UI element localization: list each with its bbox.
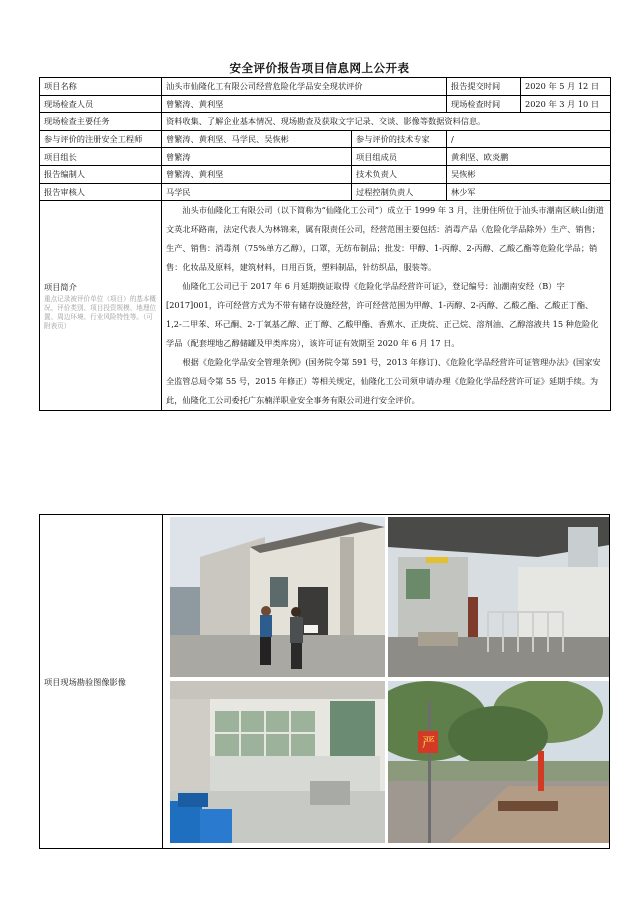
members-label: 项目组成员 [352, 148, 447, 166]
tech-lead-value: 吴恢彬 [447, 165, 611, 183]
experts-label: 参与评价的技术专家 [352, 130, 447, 148]
intro-content [162, 201, 611, 411]
site-photo-yard [388, 681, 609, 843]
process-lead-label: 过程控制负责人 [352, 183, 447, 201]
table-row [40, 148, 611, 166]
reviewer-value: 马学民 [162, 183, 352, 201]
table-row [40, 95, 611, 113]
site-photo-canopy [388, 517, 609, 677]
author-value: 曾繁涛、黄利坚 [162, 165, 352, 183]
intro-label-cell [40, 201, 162, 411]
tasks-value: 资料收集、了解企业基本情况、现场勘查及获取文字记录、交谈、影像等数据资料信息。 [162, 113, 611, 131]
project-name-label: 项目名称 [40, 78, 162, 96]
experts-value: / [447, 130, 611, 148]
author-label: 报告编制人 [40, 165, 162, 183]
submit-time-label: 报告提交时间 [447, 78, 521, 96]
leader-label: 项目组长 [40, 148, 162, 166]
table-row [40, 201, 611, 411]
table-row [40, 78, 611, 96]
inspectors-value: 曾繁涛、黄利坚 [162, 95, 447, 113]
intro-paragraph: 根据《危险化学品安全管理条例》(国务院令第 591 号，2013 年修订)、《危险化学品经营许可证管理办法》(国家安全监管总局令第 55 号，2015 年修正）等相关规定，仙隆化工公司须申请办理《危险化学品经营许可证》延期手续。为此，仙隆化工公司委托广东楠洋职业安全事务有限公司进行安全评价。 [166, 357, 601, 406]
intro-paragraph: 汕头市仙隆化工有限公司（以下简称为“仙隆化工公司”）成立于 1999 年 3 月，注册住所位于汕头市潮南区峡山街道文英北环路南，法定代表人为林锦来，属有限责任公司，经营范围主要包括：消毒产品（危险化学品除外）生产、销售；生产、销售：消毒剂（75%单方乙醇），口罩，无纺布制品；批发：甲醇、1-丙醇、2-丙醇、乙酸乙酯等危险化学品；销售：化妆品及原料，建筑材料，日用百货，塑料制品，针纺织品，服装等。 [166, 205, 604, 273]
page-title: 安全评价报告项目信息网上公开表 [229, 61, 410, 75]
site-photo-interior [170, 681, 385, 843]
submit-time-value: 2020 年 5 月 12 日 [521, 78, 611, 96]
members-value: 黄利坚、欧炎鹏 [447, 148, 611, 166]
site-photo-warehouse [170, 517, 385, 677]
tech-lead-label: 技术负责人 [352, 165, 447, 183]
inspect-time-label: 现场检查时间 [447, 95, 521, 113]
divider [162, 515, 163, 848]
photo-section-label: 项目现场勘验图像影像 [44, 677, 126, 687]
table-row [40, 130, 611, 148]
inspectors-label: 现场检查人员 [40, 95, 162, 113]
engineers-label: 参与评价的注册安全工程师 [40, 130, 162, 148]
engineers-value: 曾繁涛、黄利坚、马学民、吴恢彬 [162, 130, 352, 148]
info-table [39, 77, 611, 411]
inspect-time-value: 2020 年 3 月 10 日 [521, 95, 611, 113]
table-row [40, 113, 611, 131]
intro-label: 项目简介 [44, 281, 77, 292]
process-lead-value: 林少军 [447, 183, 611, 201]
reviewer-label: 报告审核人 [40, 183, 162, 201]
photo-section [39, 514, 610, 849]
table-row [40, 183, 611, 201]
warning-sign-text: 严 [422, 736, 436, 751]
tasks-label: 现场检查主要任务 [40, 113, 162, 131]
intro-hint: 重点记录被评价单位（项目）的基本概况、评价类别、项目投资规模、地理位置、周边环境、行业风险特性等。（可附表页） [44, 294, 157, 330]
project-name-value: 汕头市仙隆化工有限公司经营危险化学品安全现状评价 [162, 78, 447, 96]
table-row [40, 165, 611, 183]
leader-value: 曾繁涛 [162, 148, 352, 166]
intro-paragraph: 仙隆化工公司已于 2017 年 6 月延期换证取得《危险化学品经营许可证》，登记编号：汕潮南安经（B）字[2017]001，许可经营方式为不带有储存设施经营，许可经营范围为甲醇、1-丙醇、2-丙醇、乙酸乙酯、乙酸正丁酯、1,2-二甲苯、环己酮、2-丁氧基乙醇、正丁醇、乙酸甲酯、香蕉水、正庚烷、正己烷、溶剂油、乙醇溶液共 15 种危险化学品（配套埋地乙醇储罐及甲类库房），该许可证有效期至 2020 年 6 月 17 日。 [166, 281, 599, 349]
